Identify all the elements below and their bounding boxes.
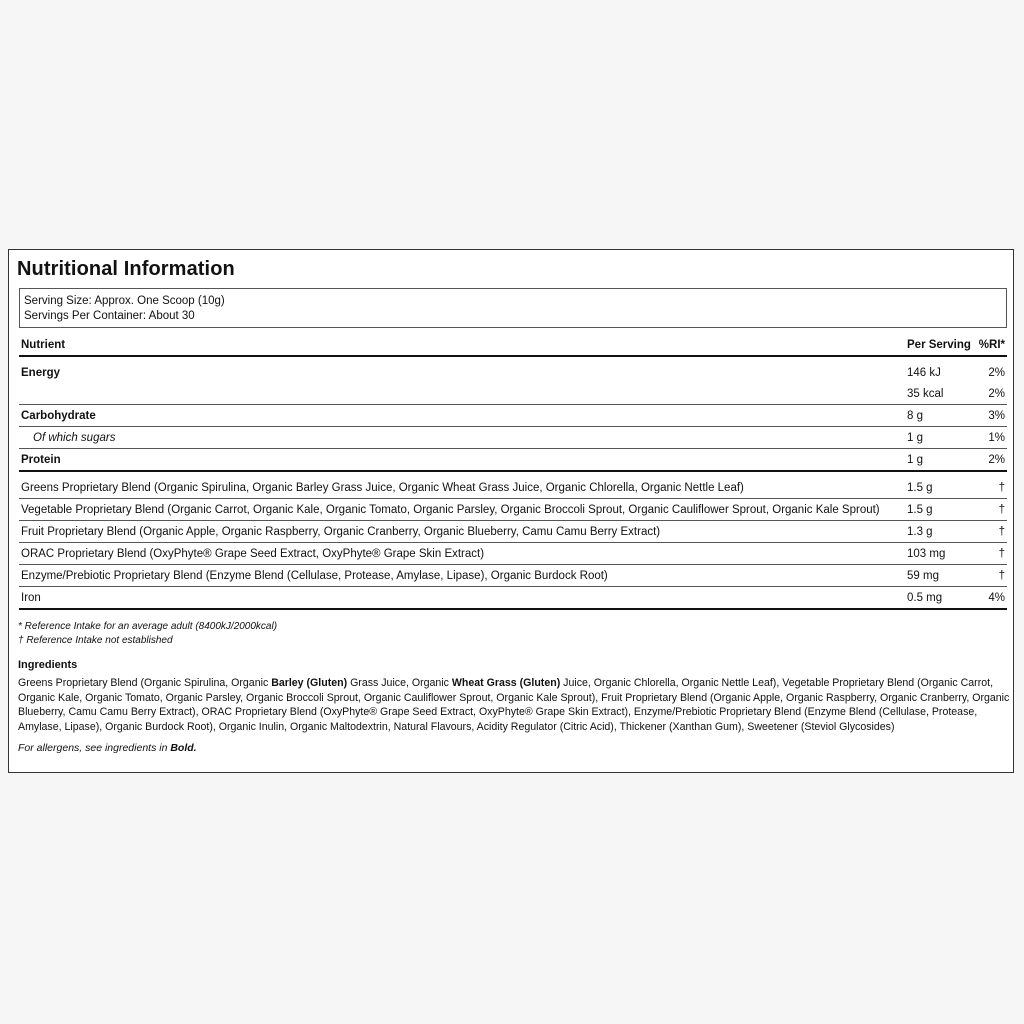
nutrient-value: 8 g	[907, 410, 923, 422]
divider	[19, 564, 1007, 565]
divider	[19, 586, 1007, 587]
divider	[19, 542, 1007, 543]
nutrient-ri: 3%	[988, 410, 1005, 422]
page-title: Nutritional Information	[17, 258, 235, 280]
nutrient-value: 1.5 g	[907, 504, 933, 516]
ingredients-part: Greens Proprietary Blend (Organic Spirulina, Organic	[18, 677, 272, 689]
nutrient-value: 1.5 g	[907, 482, 933, 494]
allergen-note-text: For allergens, see ingredients in	[18, 742, 171, 754]
allergen-wheat-grass: Wheat Grass (Gluten)	[451, 677, 561, 689]
nutrient-value: 0.5 mg	[907, 592, 943, 604]
divider	[19, 448, 1007, 449]
nutrient-ri: †	[998, 548, 1005, 560]
nutrient-name: Of which sugars	[33, 432, 116, 444]
divider	[19, 498, 1007, 499]
nutrient-ri: †	[998, 570, 1005, 582]
divider	[19, 470, 1007, 472]
allergen-note	[18, 742, 197, 754]
ingredients-part: Grass Juice, Organic	[347, 677, 452, 689]
nutrient-name: Vegetable Proprietary Blend (Organic Carrot, Organic Kale, Organic Tomato, Organic Parsley, Organic Broccoli Sprout, Organic Cauliflower Sprout, Organic Kale Sprout)	[21, 504, 880, 516]
ingredients-part: Juice, Organic Chlorella, Organic Nettle Leaf), Vegetable Proprietary Blend (Organic Carrot, Organic Kale, Organic Tomato, Organic Parsley, Organic Broccoli Sprout, Organic Cauliflower Sprout, Organic Kale Sprout), Fruit Proprietary Blend (Organic Apple, Organic Raspberry, Organic Cranberry, Organic Blueberry, Camu Camu Berry Extract), ORAC Proprietary Blend (OxyPhyte® Grape Seed Extract, OxyPhyte® Grape Skin Extract), Enzyme/Prebiotic Proprietary Blend (Enzyme Blend (Cellulase, Protease, Amylase, Lipase), Organic Burdock Root), Organic Inulin, Organic Maltodextrin, Natural Flavours, Acidity Regulator (Citric Acid), Thickener (Xanthan Gum), Sweetener (Steviol Glycosides)	[18, 677, 1010, 733]
serving-size: Serving Size: Approx. One Scoop (10g)	[24, 295, 225, 307]
nutrient-name: ORAC Proprietary Blend (OxyPhyte® Grape Seed Extract, OxyPhyte® Grape Skin Extract)	[21, 548, 485, 560]
allergen-note-bold: Bold.	[170, 742, 197, 754]
divider	[19, 404, 1007, 405]
nutrient-name: Enzyme/Prebiotic Proprietary Blend (Enzyme Blend (Cellulase, Protease, Amylase, Lipase), Organic Burdock Root)	[21, 570, 608, 582]
energy-kcal-ri: 2%	[988, 388, 1005, 400]
nutrient-value: 1 g	[907, 432, 923, 444]
energy-kcal: 35 kcal	[907, 388, 944, 400]
nutrient-value: 1 g	[907, 454, 923, 466]
allergen-barley: Barley (Gluten)	[271, 677, 348, 689]
header-ri: %RI*	[978, 339, 1005, 351]
nutrient-ri: 2%	[988, 454, 1005, 466]
nutrient-name: Protein	[21, 454, 61, 466]
nutrient-name: Iron	[21, 592, 41, 604]
divider	[19, 608, 1007, 610]
nutrient-name: Carbohydrate	[21, 410, 96, 422]
ri-footnote: * Reference Intake for an average adult (8400kJ/2000kcal)	[18, 621, 278, 632]
nutrient-ri: †	[998, 526, 1005, 538]
dagger-footnote: † Reference Intake not established	[18, 635, 173, 646]
divider	[19, 520, 1007, 521]
nutrition-label	[8, 249, 1014, 773]
nutrient-ri: †	[998, 504, 1005, 516]
energy-kj: 146 kJ	[907, 367, 941, 379]
nutrient-name: Fruit Proprietary Blend (Organic Apple, Organic Raspberry, Organic Cranberry, Organic Blueberry, Camu Camu Berry Extract)	[21, 526, 661, 538]
nutrient-name: Greens Proprietary Blend (Organic Spirulina, Organic Barley Grass Juice, Organic Wheat Grass Juice, Organic Chlorella, Organic Nettle Leaf)	[21, 482, 744, 494]
divider	[19, 355, 1007, 357]
divider	[19, 426, 1007, 427]
nutrient-ri: 1%	[988, 432, 1005, 444]
header-nutrient: Nutrient	[21, 339, 66, 351]
energy-kj-ri: 2%	[988, 367, 1005, 379]
nutrient-ri: 4%	[988, 592, 1005, 604]
nutrient-name: Energy	[21, 367, 60, 379]
ingredients-text	[18, 676, 1010, 734]
header-per-serving: Per Serving	[907, 339, 971, 351]
nutrient-ri: †	[998, 482, 1005, 494]
ingredients-heading: Ingredients	[18, 659, 78, 671]
servings-per-container: Servings Per Container: About 30	[24, 310, 195, 322]
nutrient-value: 1.3 g	[907, 526, 933, 538]
nutrient-value: 103 mg	[907, 548, 946, 560]
serving-info-box	[19, 288, 1007, 328]
nutrient-value: 59 mg	[907, 570, 939, 582]
